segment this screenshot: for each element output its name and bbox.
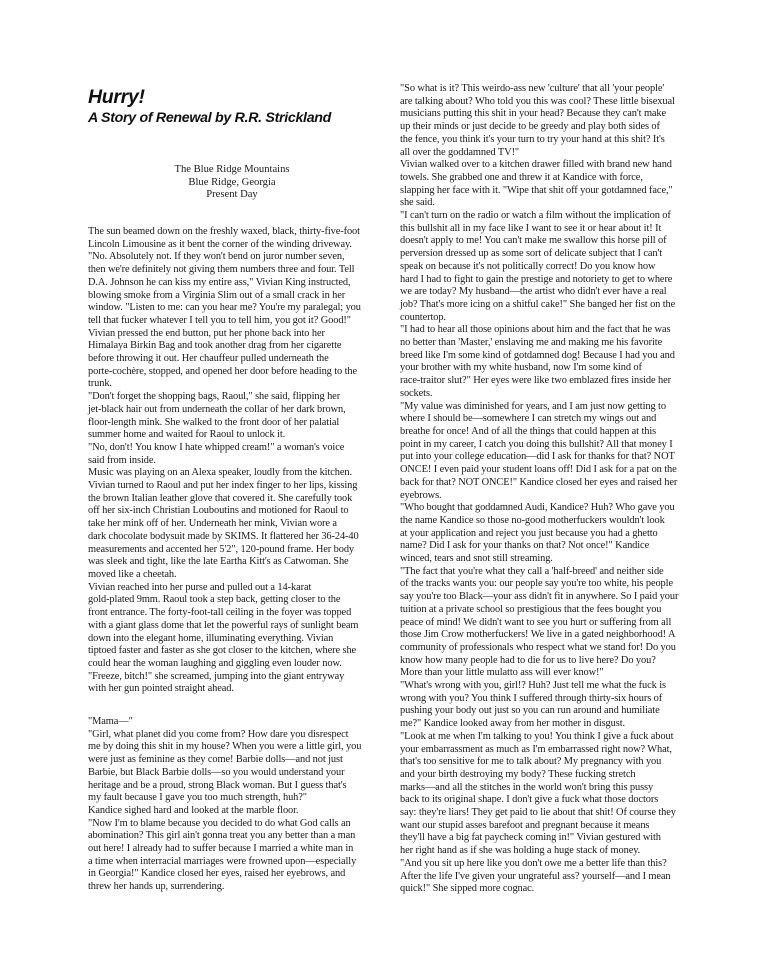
paragraph: "No, don't! You know I hate whipped cream!" a woman's voice said from inside. (88, 441, 345, 466)
paragraph: "What's wrong with you, girl!? Huh? Just tell me what the fuck is wrong with you? You think I suffered through thirty-six hours of pushing your body out just so you can run around and humiliate me?" Kandice looked away from her mother in disgust. (400, 680, 666, 730)
dateline-city: Blue Ridge, Georgia (188, 176, 276, 188)
paragraph: "Now I'm to blame because you decided to do what God calls an abomination? This girl ain't gonna treat you any better than a man out here! I already had to suffer because I married a white man in a time when interracial marriages were frowned upon—especially in Georgia!" Kandice closed her eyes, raised her eyebrows, and threw her hands up, surrendering. (88, 817, 357, 893)
paragraph: Music was playing on an Alexa speaker, loudly from the kitchen. Vivian turned to Raoul and put her index finger to her lips, kissing the brown Italian leather glove that covered it. She carefully took off her six-inch Christian Louboutins and motioned for Raoul to take her mink off of her. Underneath her mink, Vivian wore a dark chocolate bodysuit made by SKIMS. It flattered her 36-24-40 measurements and accented her 5'2", 120-pound frame. Her body was sleek and tight, like the late Eartha Kitt's as Catwoman. She moved like a cheetah. (88, 467, 359, 580)
paragraph: "Who bought that goddamned Audi, Kandice? Huh? Who gave you the name Kandice so those no-good motherfuckers wouldn't look at your application and reject you just because you had a ghetto name? Did I ask for your thanks on that? Not once!" Kandice winced, tears and snot still streaming. (400, 502, 675, 565)
paragraph: Vivian walked over to a kitchen drawer filled with brand new hand towels. She grabbed one and threw it at Kandice with force, slapping her face with it. "Wipe that shit off your gotdamned face," she said. (400, 159, 673, 209)
paragraph: Kandice sighed hard and looked at the marble floor. (88, 804, 299, 816)
paragraph: "Look at me when I'm talking to you! You think I give a fuck about your embarrassment as much as I'm embarrassed right now? What, that's too sensitive for me to talk about? My pregnancy with you and your birth destroying my body? These fucking stretch marks—and all the stitches in the world won't bring this pussy back to its original shape. I don't give a fuck what those doctors say: they're liars! They get paid to lie about that shit! Of course they want our stupid asses barefoot and pregnant because it means they'll have a big fat paycheck coming in!" Vivian gestured with her right hand as if she was holding a huge stack of money. (400, 730, 676, 857)
paragraph: "So what is it? This weirdo-ass new 'culture' that all 'your people' are talking about? Who told you this was cool? These little bisexual musicians putting this shit in your head? Because they can't make up their minds or just decide to be greedy and play both sides of the fence, you think it's your turn to try your hand at this shit? It's all over the goddamned TV!" (400, 83, 675, 158)
paragraph: "The fact that you're what they call a 'half-breed' and neither side of the tracks wants you: our people say you're too white, his people say you're too Black—your ass didn't fit in anywhere. So I paid your tuition at a private school so prestigious that the fees bought you peace of mind! We didn't want to see you hurt or suffering from all those Jim Crow motherfuckers! We live in a gated neighborhood! A community of professionals who respect what we stand for! Do you know how many people had to die for us to live here? Do you? More than your little mulatto ass will ever know!" (400, 565, 679, 679)
story-subtitle: A Story of Renewal by R.R. Strickland (88, 110, 332, 126)
story-title: Hurry! (88, 86, 145, 108)
paragraph: The sun beamed down on the freshly waxed, black, thirty-five-foot Lincoln Limousine as it bent the corner of the winding driveway. (88, 226, 360, 250)
paragraph: "I had to hear all those opinions about him and the fact that he was no better than 'Master,' enslaving me and making me his favorite breed like I'm some kind of gotdamned dog! Because I had you and your brother with my white husband, now I'm some kind of race-traitor slut?" Her eyes were like two emblazed fires inside her sockets. (400, 324, 675, 399)
dateline-place: The Blue Ridge Mountains (174, 164, 290, 175)
dateline-time: Present Day (206, 189, 258, 201)
paragraph: "I can't turn on the radio or watch a film without the implication of this bullshit all in my face like I want to see it or hear about it! It doesn't apply to me! You can't make me swallow this horse pill of perversion dressed up as some sort of delicate subject that I can't speak on because it's not politically correct! Do you know how hard I had to fight to gain the prestige and notoriety to get to where we are today? My husband—the artist who didn't ever have a real job? That's more icing on a shitful cake!" She banged her fist on the countertop. (400, 210, 676, 323)
left-column-top (88, 226, 386, 696)
paragraph: "Don't forget the shopping bags, Raoul," she said, flipping her jet-black hair out from underneath the collar of her dark brown, floor-length mink. She walked to the front door of her palatial summer home and waited for Raoul to unlock it. (88, 391, 346, 441)
left-column-bottom (88, 716, 386, 894)
paragraph: "No. Absolutely not. If they won't bend on juror number seven, then we're definitely not giving them numbers three and four. Tell D.A. Johnson he can kiss my entire ass," Vivian King instructed, blowing smoke from a Virginia Slim out of a small crack in her window. "Listen to me: can you hear me? You're my paralegal; you tell that fucker whatever I tell you to tell him, you got it? Good!" Vivian pressed the end button, put her phone back into her Himalaya Birkin Bag and took another drag from her cigarette before throwing it out. Her chauffeur pulled underneath the porte-cochère, stopped, and opened her door before heading to the trunk. (88, 251, 361, 390)
paragraph: "Girl, what planet did you come from? How dare you disrespect me by doing this shit in my house? When you were a little girl, you were just as feminine as they come! Barbie dolls—and not just Barbie, but Black Barbie dolls—so you would understand your heritage and be a proud, strong Black woman. But I guess that's my fault because I gave you too much strength, huh?" (88, 728, 362, 804)
paragraph: Vivian reached into her purse and pulled out a 14-karat gold-plated 9mm. Raoul took a step back, getting closer to the front entrance. The forty-foot-tall ceiling in the foyer was topped with a giant glass dome that let the powerful rays of sunlight beam down into the elegant home, illuminating everything. Vivian tiptoed faster and faster as she got closer to the kitchen, where she could hear the woman laughing and giggling even louder now. (88, 581, 359, 669)
paragraph: "Freeze, bitch!" she screamed, jumping into the giant entryway with her gun pointed straight ahead. (88, 670, 345, 695)
paragraph: "Mama—" (88, 716, 133, 727)
dateline (88, 164, 376, 202)
paragraph: "And you sit up here like you don't owe me a better life than this? After the life I've given your ungrateful ass? yourself—and I mean quick!" She sipped more cognac. (400, 857, 671, 895)
paragraph: "My value was diminished for years, and I am just now getting to where I should be—somewhere I can stretch my wings out and breathe for once! And of all the things that could happen at this point in my career, I catch you doing this bullshit? All that money I put into your college education—did I ask for thanks for that? NOT ONCE! I even paid your student loans off! Did I ask for a pat on the back for that? NOT ONCE!" Kandice closed her eyes and raised her eyebrows. (400, 400, 678, 501)
right-column (400, 83, 708, 896)
